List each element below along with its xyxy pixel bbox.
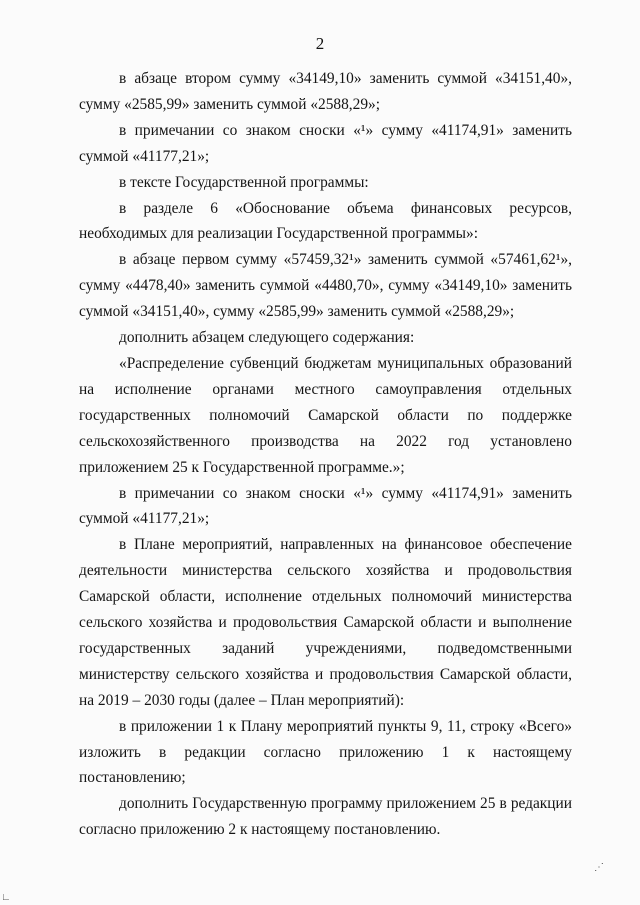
paragraph-first-abzac: в абзаце первом сумму «57459,32¹» заменить суммой «57461,62¹», сумму «4478,40» заменить суммой «4480,70», сумму «34149,10» заменить суммой «34151,40», сумму «2585,99» заменить суммой «2588,29»;	[79, 251, 572, 321]
paragraph-appendix-25: дополнить Государственную программу приложением 25 в редакции согласно приложению 2 к настоящему постановлению.	[79, 795, 572, 839]
paragraph-amend-second-abzac: в абзаце втором сумму «34149,10» заменить суммой «34151,40», сумму «2585,99» заменить суммой «2588,29»;	[79, 70, 572, 113]
paragraph-program-text: в тексте Государственной программы:	[119, 173, 369, 191]
scan-edge-mark: ∟	[1, 892, 11, 903]
paragraph-add-abzac: дополнить абзацем следующего содержания:	[119, 329, 415, 347]
paragraph-appendix-1: в приложении 1 к Плану мероприятий пункты 9, 11, строку «Всего» изложить в редакции согласно приложению 1 к настоящему постановлению;	[79, 717, 572, 787]
paragraph-footnote-note-1: в примечании со знаком сноски «¹» сумму «41174,91» заменить суммой «41177,21»;	[79, 121, 572, 165]
document-body	[79, 66, 572, 843]
scan-speck-mark: ⋰	[594, 862, 604, 873]
paragraph-subvention-quote: «Распределение субвенций бюджетам муниципальных образований на исполнение органами местного самоуправления отдельных государственных полномочий Самарской области по поддержке сельскохозяйственного производства на 2022 год установлено приложением 25 к Государственной программе.»;	[79, 354, 572, 476]
paragraph-footnote-note-2: в примечании со знаком сноски «¹» сумму «41174,91» заменить суммой «41177,21»;	[79, 484, 572, 528]
paragraph-action-plan: в Плане мероприятий, направленных на финансовое обеспечение деятельности министерства сельского хозяйства и продовольствия Самарской области, исполнение отдельных полномочий министерства сельского хозяйства и продовольствия Самарской области и выполнение государственных заданий учреждениями, подведомственными министерству сельского хозяйства и продовольствия Самарской области, на 2019 – 2030 годы (далее – План мероприятий):	[79, 536, 572, 709]
paragraph-section-6: в разделе 6 «Обоснование объема финансовых ресурсов, необходимых для реализации Государственной программы»:	[79, 199, 572, 243]
page-number: 2	[315, 34, 325, 53]
